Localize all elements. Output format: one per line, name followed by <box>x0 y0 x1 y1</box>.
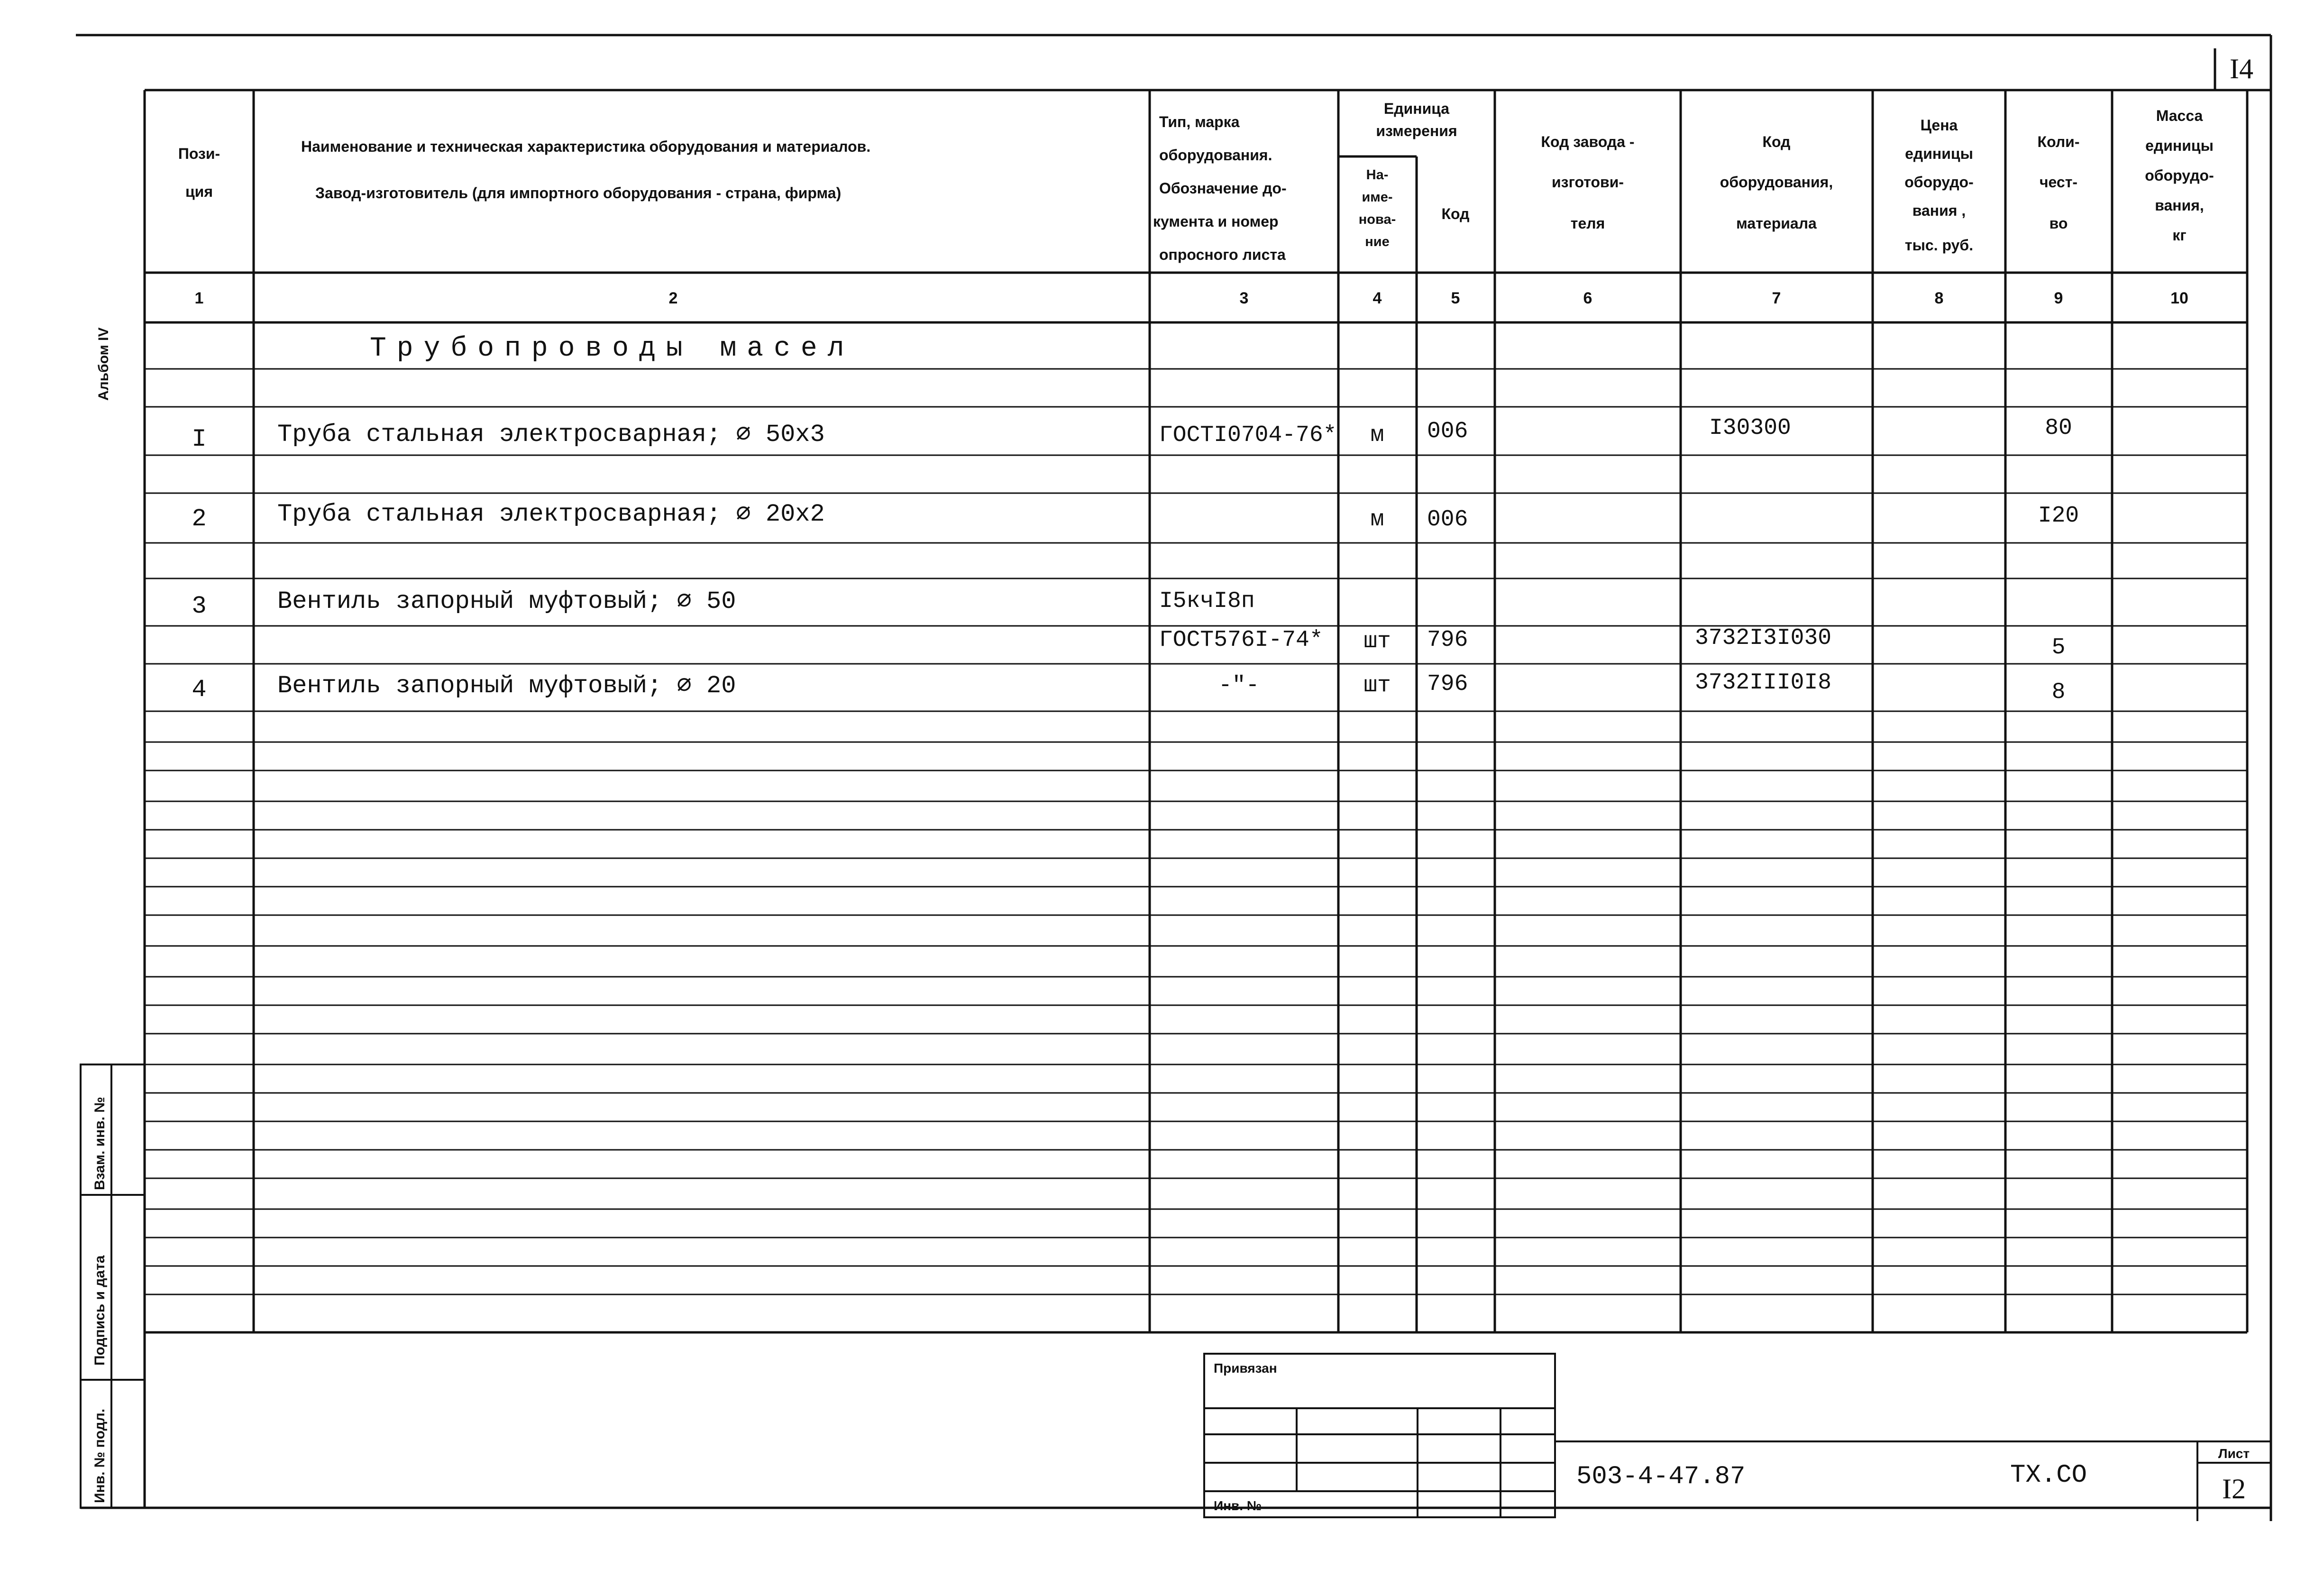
hdr-qty-1: Коли- <box>2037 133 2080 150</box>
stamp-inv-orig: Инв. № подл. <box>92 1408 108 1503</box>
table-row <box>192 415 2072 453</box>
hdr-type-2: оборудования. <box>1159 147 1272 164</box>
title-code: TX.CO <box>2010 1461 2087 1490</box>
colnum-8: 8 <box>1934 289 1944 307</box>
colnum-1: 1 <box>194 289 204 307</box>
row-4-doc: ГОСТ576I-74* <box>1159 627 1323 653</box>
colnum-9: 9 <box>2054 289 2063 307</box>
hdr-unit-name-4: ние <box>1365 234 1390 249</box>
title-inv-no: Инв. № <box>1214 1498 1262 1513</box>
section-title: Трубопроводы масел <box>370 333 855 364</box>
hdr-type-4: кумента и номер <box>1153 213 1279 230</box>
row-2-pos: 2 <box>192 505 207 533</box>
hdr-price-2: единицы <box>1905 145 1973 162</box>
side-stamp <box>81 1064 145 1508</box>
column-number-row <box>195 289 2188 307</box>
table-row <box>1159 625 2065 660</box>
colnum-5: 5 <box>1451 289 1460 307</box>
row-2-name: Труба стальная электросварная; ∅ 20x2 <box>277 500 825 528</box>
hdr-pos-1: Пози- <box>178 145 220 162</box>
hdr-price-1: Цена <box>1920 117 1958 134</box>
row-1-qty: 80 <box>2045 415 2072 441</box>
title-sheet-label: Лист <box>2218 1446 2250 1461</box>
row-3-doc: I5кчI8п <box>1159 588 1255 614</box>
row-4-code: 796 <box>1427 627 1468 653</box>
row-2-qty: I20 <box>2038 503 2079 529</box>
row-1-name: Труба стальная электросварная; ∅ 50x3 <box>277 421 825 449</box>
stamp-sign-date: Подпись и дата <box>92 1255 108 1366</box>
row-5-pos: 4 <box>192 676 207 704</box>
hdr-type-1: Тип, марка <box>1159 113 1240 130</box>
hdr-maker-2: изготови- <box>1551 174 1624 191</box>
row-3-name: Вентиль запорный муфтовый; ∅ 50 <box>277 587 736 615</box>
hdr-maker-3: теля <box>1570 215 1605 232</box>
hdr-qty-2: чест- <box>2039 174 2078 191</box>
hdr-price-5: тыс. руб. <box>1904 237 1974 254</box>
colnum-6: 6 <box>1583 289 1592 307</box>
hdr-mass-1: Масса <box>2156 107 2203 124</box>
hdr-matcode-3: материала <box>1736 215 1817 232</box>
album-mark: Альбом IV <box>96 327 111 401</box>
hdr-mass-2: единицы <box>2145 137 2214 154</box>
title-sheet-number: I2 <box>2222 1473 2246 1504</box>
row-1-doc: ГОСТI0704-76* <box>1159 422 1337 448</box>
table-header <box>178 100 2214 263</box>
hdr-unit-name-2: име- <box>1362 190 1393 205</box>
row-1-pos: I <box>192 425 207 453</box>
colnum-3: 3 <box>1239 289 1249 307</box>
hdr-matcode-2: оборудования, <box>1720 174 1833 191</box>
row-5-doc: -"- <box>1218 673 1260 698</box>
hdr-unit-group-2: измерения <box>1376 122 1457 139</box>
hdr-unit-code: Код <box>1441 205 1470 222</box>
hdr-maker-1: Код завода - <box>1541 133 1635 150</box>
hdr-matcode-1: Код <box>1762 133 1791 150</box>
row-5-matcode: 3732III0I8 <box>1695 670 1832 696</box>
hdr-name-1: Наименование и техническая характеристика оборудования и материалов. <box>301 138 871 155</box>
hdr-pos-2: ция <box>185 183 213 200</box>
hdr-unit-group-1: Единица <box>1383 100 1450 117</box>
table-row <box>192 500 2079 533</box>
row-5-qty: 8 <box>2051 679 2066 705</box>
title-approved: Привязан <box>1214 1361 1277 1376</box>
hdr-type-5: опросного листа <box>1159 246 1286 263</box>
title-designation: 503-4-47.87 <box>1576 1462 1746 1491</box>
colnum-2: 2 <box>668 289 678 307</box>
row-4-matcode: 3732I3I030 <box>1695 625 1832 651</box>
top-page-number: I4 <box>2230 53 2253 84</box>
hdr-price-3: оборудо- <box>1904 174 1974 191</box>
row-4-unit: шт <box>1363 629 1391 654</box>
hdr-mass-5: кг <box>2172 227 2187 244</box>
table-row <box>192 670 2065 705</box>
row-4-qty: 5 <box>2051 635 2066 660</box>
hdr-qty-3: во <box>2049 215 2068 232</box>
row-5-code: 796 <box>1427 671 1468 697</box>
stamp-inv-replace: Взам. инв. № <box>92 1097 108 1190</box>
colnum-4: 4 <box>1372 289 1382 307</box>
colnum-7: 7 <box>1772 289 1781 307</box>
row-1-unit: м <box>1370 422 1384 448</box>
row-1-code: 006 <box>1427 419 1468 444</box>
colnum-10: 10 <box>2170 289 2188 307</box>
hdr-mass-3: оборудо- <box>2145 167 2214 184</box>
table-row <box>192 587 1254 620</box>
hdr-price-4: вания , <box>1912 202 1966 219</box>
hdr-unit-name-1: На- <box>1366 167 1389 183</box>
row-2-unit: м <box>1370 507 1384 532</box>
hdr-mass-4: вания, <box>2155 197 2204 214</box>
hdr-name-2: Завод-изготовитель (для импортного оборудования - страна, фирма) <box>315 184 842 202</box>
hdr-unit-name-3: нова- <box>1358 212 1396 227</box>
row-5-name: Вентиль запорный муфтовый; ∅ 20 <box>277 672 736 700</box>
title-block <box>1204 1354 2271 1521</box>
data-rows <box>192 415 2079 705</box>
row-2-code: 006 <box>1427 507 1468 532</box>
row-1-matcode: I30300 <box>1709 415 1791 441</box>
row-3-pos: 3 <box>192 592 207 620</box>
hdr-type-3: Обозначение до- <box>1159 180 1287 197</box>
row-5-unit: шт <box>1363 673 1391 698</box>
